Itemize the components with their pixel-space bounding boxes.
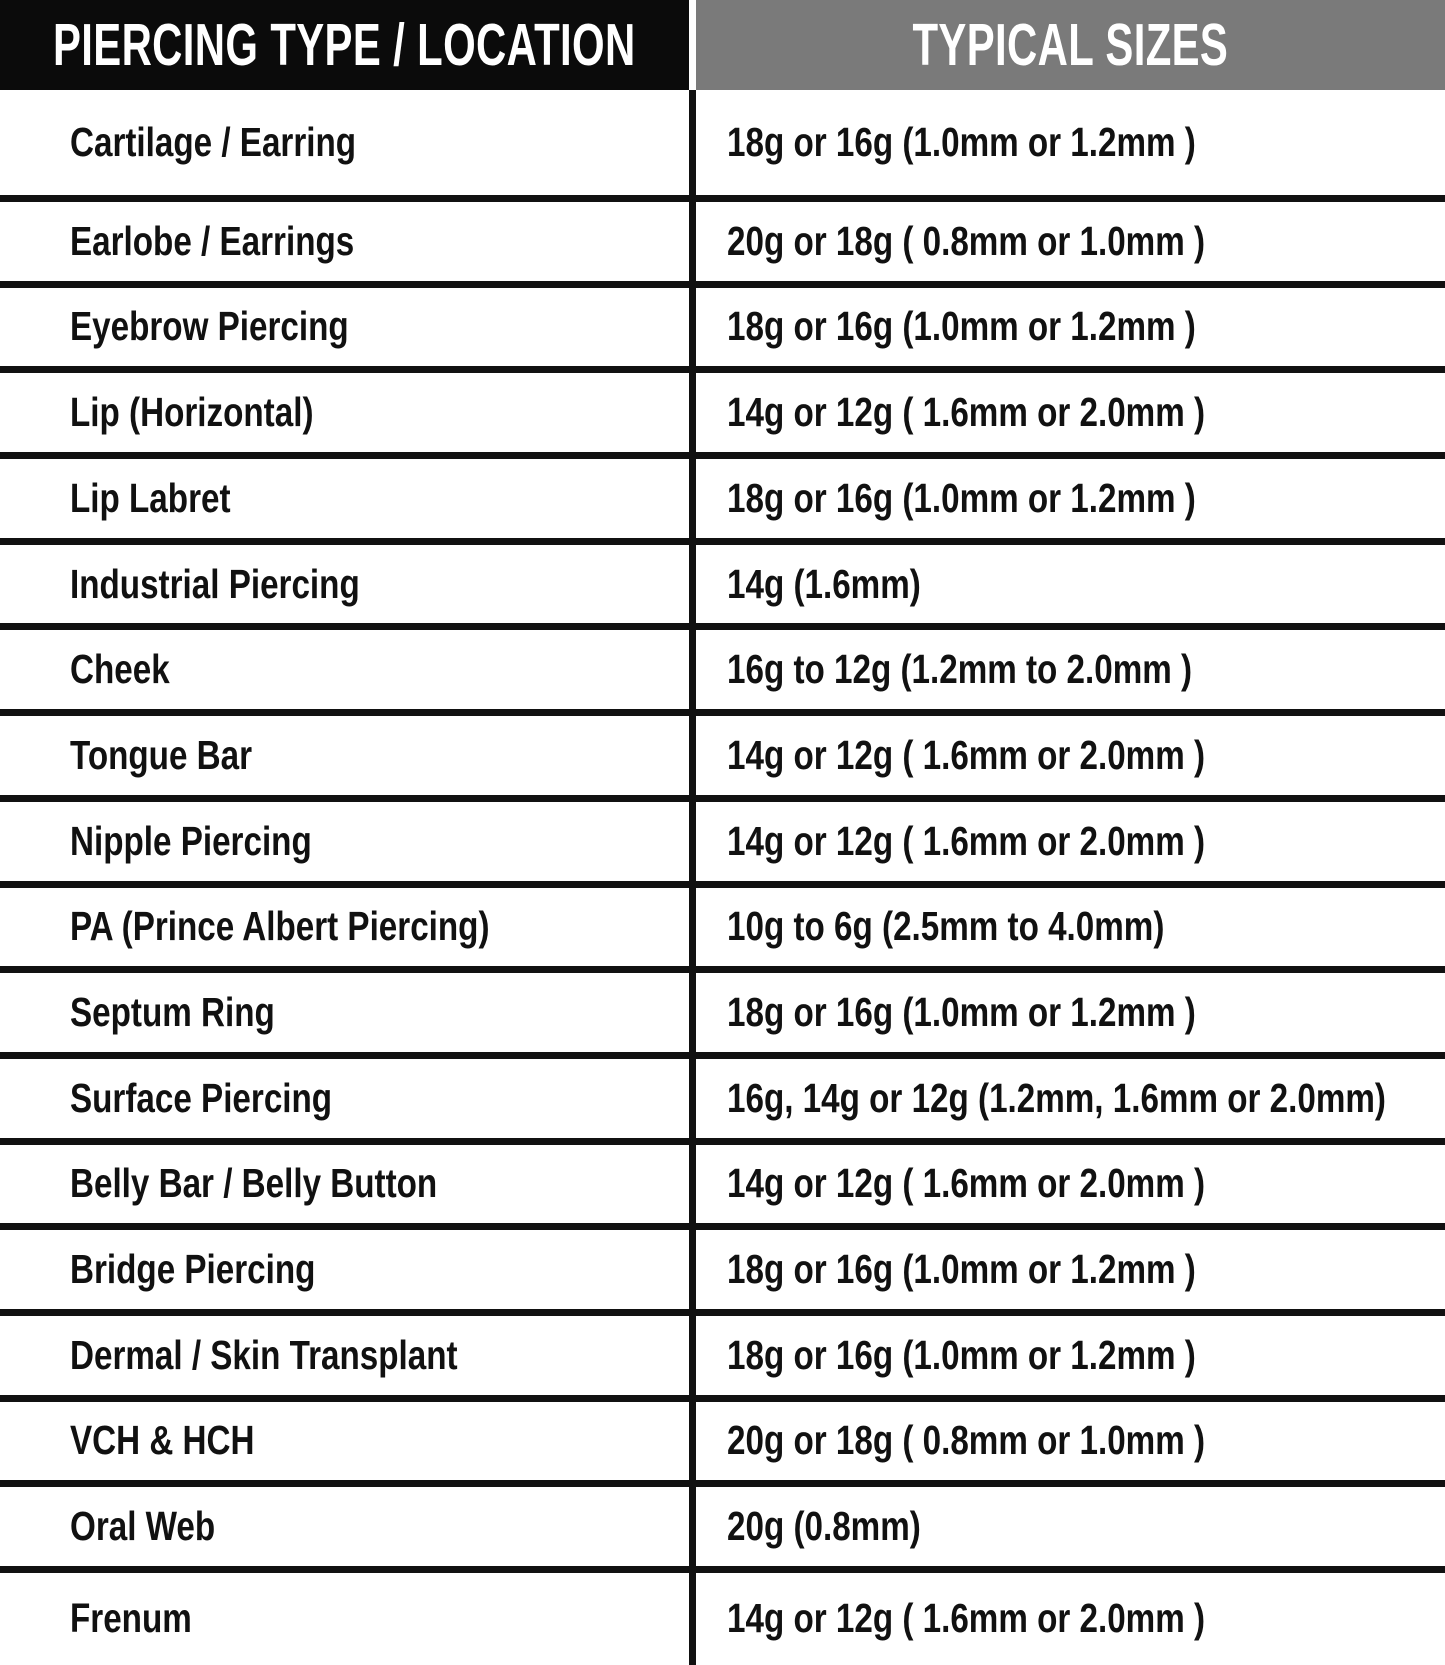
typical-sizes-value: 14g (1.6mm)	[727, 560, 921, 607]
table-row	[0, 1566, 1445, 1665]
typical-sizes-value: 18g or 16g (1.0mm or 1.2mm )	[727, 118, 1196, 165]
piercing-type-cell	[0, 373, 696, 452]
typical-sizes-value: 18g or 16g (1.0mm or 1.2mm )	[727, 303, 1196, 350]
table-row	[0, 90, 1445, 195]
header-cell-typical-sizes	[696, 0, 1445, 90]
table-row	[0, 795, 1445, 881]
table-row	[0, 1052, 1445, 1138]
piercing-type-cell	[0, 288, 696, 367]
piercing-type-label: Tongue Bar	[70, 731, 253, 778]
table-row	[0, 281, 1445, 367]
piercing-type-label: Cheek	[70, 646, 170, 693]
table-row	[0, 709, 1445, 795]
piercing-type-cell	[0, 973, 696, 1052]
typical-sizes-cell	[696, 1230, 1445, 1309]
table-row	[0, 1395, 1445, 1481]
piercing-type-cell	[0, 716, 696, 795]
typical-sizes-cell	[696, 630, 1445, 709]
piercing-type-cell	[0, 1145, 696, 1224]
piercing-type-label: Eyebrow Piercing	[70, 303, 349, 350]
typical-sizes-cell	[696, 1573, 1445, 1665]
typical-sizes-cell	[696, 202, 1445, 281]
header-label-piercing-type: PIERCING TYPE / LOCATION	[53, 11, 636, 78]
piercing-type-label: Dermal / Skin Transplant	[70, 1331, 458, 1378]
typical-sizes-cell	[696, 888, 1445, 967]
piercing-type-cell	[0, 1573, 696, 1665]
typical-sizes-value: 14g or 12g ( 1.6mm or 2.0mm )	[727, 817, 1206, 864]
table-row	[0, 366, 1445, 452]
piercing-type-label: Belly Bar / Belly Button	[70, 1160, 438, 1207]
typical-sizes-value: 10g to 6g (2.5mm to 4.0mm)	[727, 903, 1165, 950]
piercing-type-label: Oral Web	[70, 1503, 216, 1550]
typical-sizes-cell	[696, 1316, 1445, 1395]
typical-sizes-value: 14g or 12g ( 1.6mm or 2.0mm )	[727, 1595, 1206, 1642]
typical-sizes-cell	[696, 973, 1445, 1052]
typical-sizes-cell	[696, 1145, 1445, 1224]
piercing-type-cell	[0, 1230, 696, 1309]
piercing-type-label: Earlobe / Earrings	[70, 217, 355, 264]
typical-sizes-cell	[696, 1402, 1445, 1481]
piercing-type-label: Industrial Piercing	[70, 560, 360, 607]
piercing-type-cell	[0, 1487, 696, 1566]
typical-sizes-value: 16g to 12g (1.2mm to 2.0mm )	[727, 646, 1193, 693]
typical-sizes-cell	[696, 459, 1445, 538]
table-row	[0, 538, 1445, 624]
table-header-row	[0, 0, 1445, 90]
table-row	[0, 452, 1445, 538]
piercing-type-label: Lip Labret	[70, 474, 231, 521]
typical-sizes-cell	[696, 1487, 1445, 1566]
piercing-type-cell	[0, 545, 696, 624]
piercing-type-cell	[0, 1316, 696, 1395]
header-cell-piercing-type	[0, 0, 689, 90]
typical-sizes-cell	[696, 802, 1445, 881]
typical-sizes-value: 18g or 16g (1.0mm or 1.2mm )	[727, 1331, 1196, 1378]
piercing-type-label: VCH & HCH	[70, 1417, 255, 1464]
typical-sizes-value: 18g or 16g (1.0mm or 1.2mm )	[727, 474, 1196, 521]
typical-sizes-value: 20g (0.8mm)	[727, 1503, 921, 1550]
piercing-type-cell	[0, 802, 696, 881]
header-column-gap	[689, 0, 696, 90]
piercing-type-cell	[0, 459, 696, 538]
piercing-type-label: PA (Prince Albert Piercing)	[70, 903, 490, 950]
table-row	[0, 623, 1445, 709]
piercing-type-cell	[0, 1402, 696, 1481]
typical-sizes-value: 16g, 14g or 12g (1.2mm, 1.6mm or 2.0mm)	[727, 1074, 1386, 1121]
table-row	[0, 966, 1445, 1052]
typical-sizes-cell	[696, 288, 1445, 367]
table-row	[0, 195, 1445, 281]
piercing-type-cell	[0, 888, 696, 967]
piercing-type-label: Cartilage / Earring	[70, 118, 357, 165]
header-label-typical-sizes: TYPICAL SIZES	[912, 11, 1229, 78]
table-row	[0, 1480, 1445, 1566]
typical-sizes-cell	[696, 1059, 1445, 1138]
typical-sizes-value: 14g or 12g ( 1.6mm or 2.0mm )	[727, 1160, 1206, 1207]
piercing-type-cell	[0, 630, 696, 709]
table-row	[0, 1309, 1445, 1395]
typical-sizes-cell	[696, 373, 1445, 452]
piercing-type-cell	[0, 1059, 696, 1138]
piercing-type-label: Bridge Piercing	[70, 1246, 316, 1293]
typical-sizes-value: 14g or 12g ( 1.6mm or 2.0mm )	[727, 389, 1206, 436]
typical-sizes-cell	[696, 545, 1445, 624]
typical-sizes-value: 18g or 16g (1.0mm or 1.2mm )	[727, 988, 1196, 1035]
table-row	[0, 1223, 1445, 1309]
typical-sizes-value: 20g or 18g ( 0.8mm or 1.0mm )	[727, 217, 1206, 264]
piercing-type-cell	[0, 202, 696, 281]
typical-sizes-value: 20g or 18g ( 0.8mm or 1.0mm )	[727, 1417, 1206, 1464]
typical-sizes-value: 14g or 12g ( 1.6mm or 2.0mm )	[727, 731, 1206, 778]
table-row	[0, 881, 1445, 967]
piercing-type-label: Frenum	[70, 1595, 192, 1642]
table-row	[0, 1138, 1445, 1224]
typical-sizes-value: 18g or 16g (1.0mm or 1.2mm )	[727, 1246, 1196, 1293]
piercing-type-label: Nipple Piercing	[70, 817, 312, 864]
piercing-type-label: Septum Ring	[70, 988, 275, 1035]
piercing-type-label: Lip (Horizontal)	[70, 389, 314, 436]
piercing-type-cell	[0, 90, 696, 195]
typical-sizes-cell	[696, 90, 1445, 195]
typical-sizes-cell	[696, 716, 1445, 795]
piercing-type-label: Surface Piercing	[70, 1074, 333, 1121]
